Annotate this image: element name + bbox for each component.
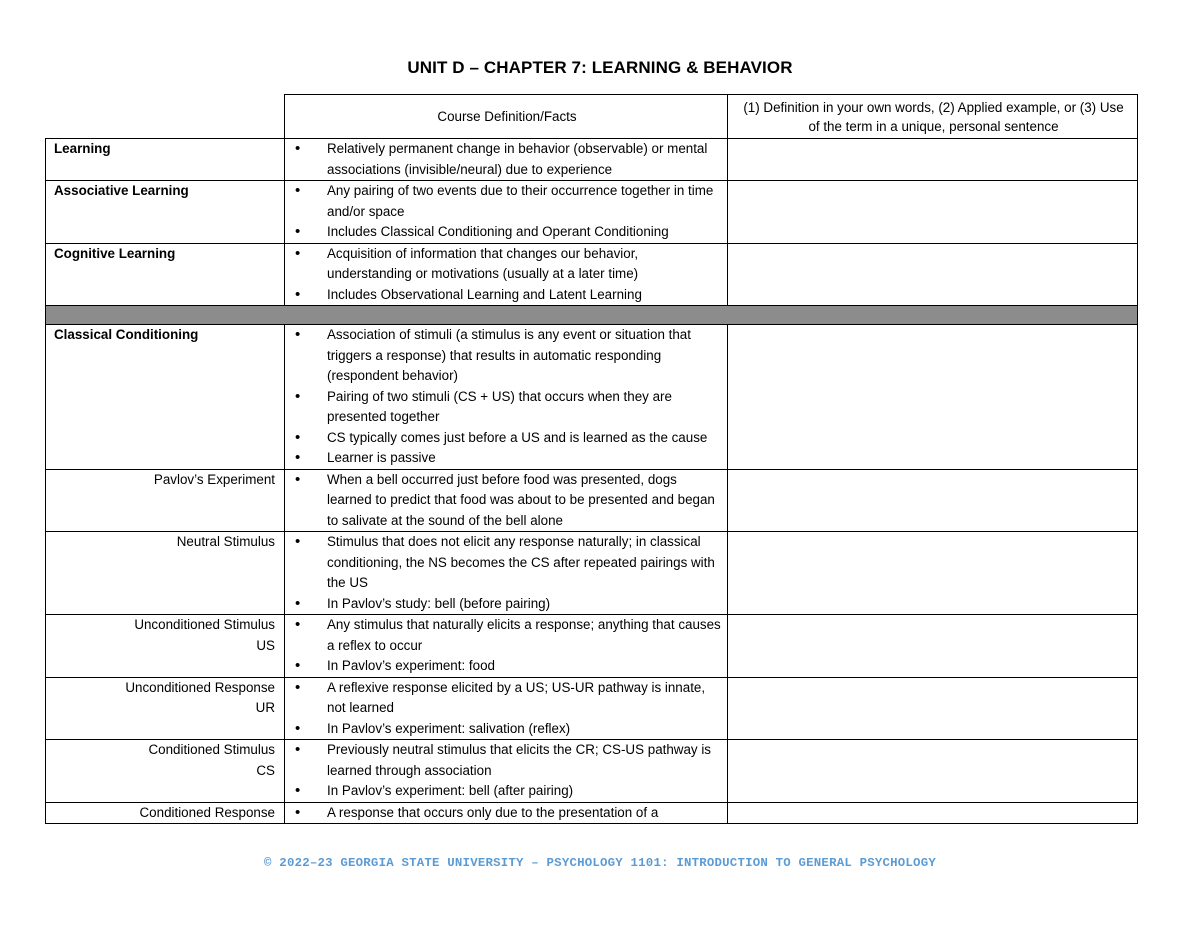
- table-row: [46, 802, 1138, 824]
- answer-cell[interactable]: [728, 740, 1138, 803]
- fact-item: • Association of stimuli (a stimulus is any event or situation that triggers a response) that results in automatic responding (respondent behavior): [293, 325, 721, 387]
- fact-item: • CS typically comes just before a US and is learned as the cause: [293, 428, 721, 449]
- fact-item: • Any pairing of two events due to their occurrence together in time and/or space: [293, 181, 721, 222]
- table-row: [46, 532, 1138, 615]
- table-row: [46, 677, 1138, 740]
- fact-item: • Pairing of two stimuli (CS + US) that occurs when they are presented together: [293, 387, 721, 428]
- fact-item: • In Pavlov’s experiment: bell (after pairing): [293, 781, 721, 802]
- fact-item: • Previously neutral stimulus that elicits the CR; CS-US pathway is learned through association: [293, 740, 721, 781]
- facts-cell: [285, 325, 728, 470]
- page-title: UNIT D – CHAPTER 7: LEARNING & BEHAVIOR: [407, 58, 793, 77]
- table-row: [46, 139, 1138, 181]
- blank-header-cell: [46, 95, 285, 139]
- term-label: Conditioned Stimulus: [148, 742, 275, 757]
- column-header-facts: Course Definition/Facts: [285, 95, 728, 139]
- answer-cell[interactable]: [728, 677, 1138, 740]
- table-row: [46, 325, 1138, 470]
- facts-cell: [285, 677, 728, 740]
- fact-item: • In Pavlov’s study: bell (before pairing): [293, 594, 721, 615]
- table-row: [46, 181, 1138, 244]
- answer-cell[interactable]: [728, 469, 1138, 532]
- term-cell: Learning: [46, 139, 285, 181]
- facts-cell: [285, 802, 728, 824]
- answer-cell[interactable]: [728, 243, 1138, 306]
- fact-item: • In Pavlov’s experiment: salivation (reflex): [293, 719, 721, 740]
- term-cell: Cognitive Learning: [46, 243, 285, 306]
- term-abbreviation: CS: [256, 762, 275, 778]
- fact-item: • Learner is passive: [293, 448, 721, 469]
- facts-cell: [285, 181, 728, 244]
- term-abbreviation: UR: [255, 700, 275, 715]
- fact-item: • Relatively permanent change in behavior (observable) or mental associations (invisible/neural) due to experience: [293, 139, 721, 180]
- answer-cell[interactable]: [728, 532, 1138, 615]
- table-row: [46, 615, 1138, 678]
- divider-cell: [46, 306, 1138, 325]
- term-label: Unconditioned Response: [125, 679, 275, 695]
- fact-item: • A response that occurs only due to the presentation of a: [293, 803, 721, 824]
- table-row: [46, 243, 1138, 306]
- facts-cell: [285, 243, 728, 306]
- table-row: [46, 740, 1138, 803]
- header-row: [46, 95, 1138, 139]
- facts-cell: [285, 615, 728, 678]
- term-label: Unconditioned Stimulus: [134, 617, 275, 632]
- term-abbreviation: US: [256, 637, 275, 653]
- answer-cell[interactable]: [728, 181, 1138, 244]
- facts-cell: [285, 532, 728, 615]
- section-divider: [46, 306, 1138, 325]
- term-cell: Neutral Stimulus: [46, 532, 285, 615]
- fact-item: • Includes Classical Conditioning and Operant Conditioning: [293, 222, 721, 243]
- notes-table: [45, 94, 1138, 824]
- term-cell: Associative Learning: [46, 181, 285, 244]
- fact-item: • Includes Observational Learning and Latent Learning: [293, 285, 721, 306]
- answer-cell[interactable]: [728, 325, 1138, 470]
- fact-item: • Any stimulus that naturally elicits a response; anything that causes a reflex to occur: [293, 615, 721, 656]
- term-cell: [46, 740, 285, 803]
- fact-item: • Acquisition of information that changes our behavior, understanding or motivations (usually at a later time): [293, 244, 721, 285]
- answer-cell[interactable]: [728, 802, 1138, 824]
- column-header-personal: (1) Definition in your own words, (2) Applied example, or (3) Use of the term in a unique, personal sentence: [728, 95, 1138, 139]
- facts-cell: [285, 139, 728, 181]
- term-cell: Classical Conditioning: [46, 325, 285, 470]
- facts-cell: [285, 469, 728, 532]
- fact-item: • Stimulus that does not elicit any response naturally; in classical conditioning, the NS becomes the CS after repeated pairings with the US: [293, 532, 721, 594]
- term-cell: Pavlov’s Experiment: [46, 469, 285, 532]
- facts-cell: [285, 740, 728, 803]
- fact-item: • A reflexive response elicited by a US; US-UR pathway is innate, not learned: [293, 678, 721, 719]
- fact-item: • In Pavlov’s experiment: food: [293, 656, 721, 677]
- term-cell: Conditioned Response: [46, 802, 285, 824]
- page-footer: © 2022–23 GEORGIA STATE UNIVERSITY – PSYCHOLOGY 1101: INTRODUCTION TO GENERAL PSYCHOLOGY: [264, 856, 936, 870]
- term-cell: [46, 677, 285, 740]
- table-row: [46, 469, 1138, 532]
- term-cell: [46, 615, 285, 678]
- answer-cell[interactable]: [728, 615, 1138, 678]
- fact-item: • When a bell occurred just before food was presented, dogs learned to predict that food was about to be presented and began to salivate at the sound of the bell alone: [293, 470, 721, 532]
- answer-cell[interactable]: [728, 139, 1138, 181]
